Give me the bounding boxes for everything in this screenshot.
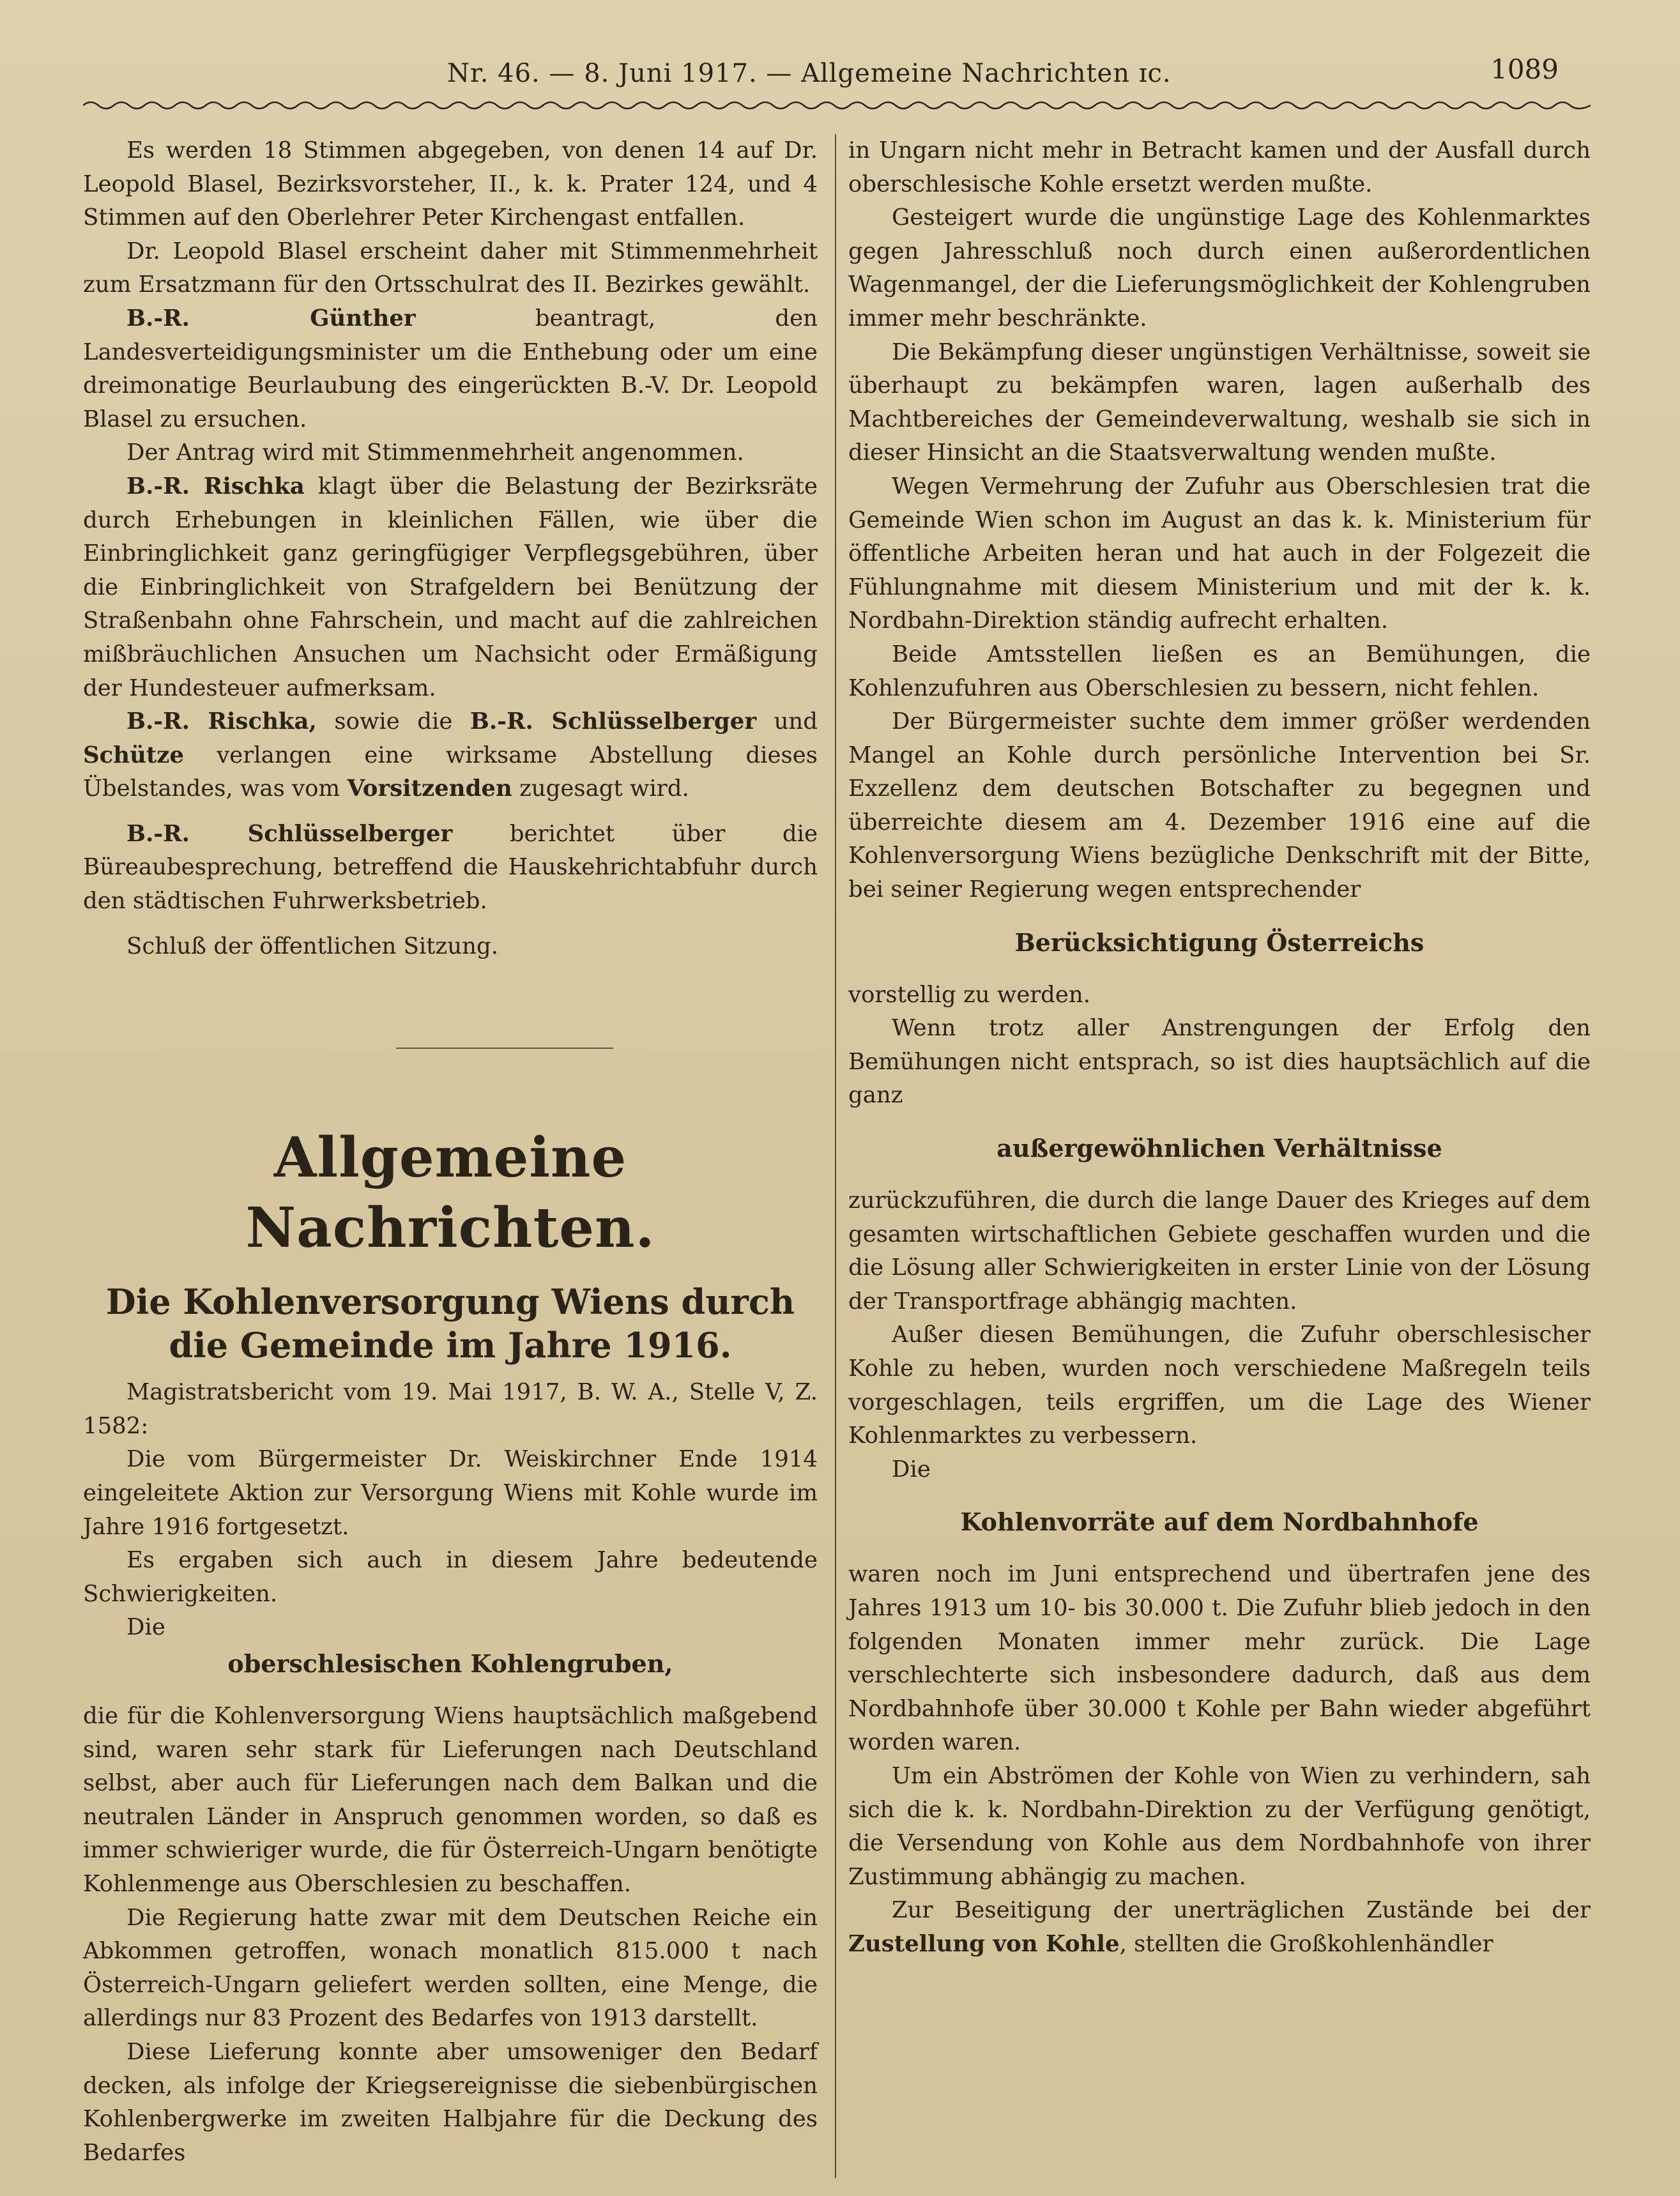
paragraph: die für die Kohlenversorgung Wiens hauptsächlich maßgebend sind, waren sehr stark für Lieferungen nach Deutschland selbst, aber auch für Lieferungen nach dem Balkan und die neutralen Länder in Anspruch genommen worden, so daß es immer schwieriger wurde, die für Österreich-Ungarn benötigte Kohlenmenge aus Oberschlesien zu beschaffen. (83, 1703, 818, 1897)
paragraph-text: klagt über die Belastung der Bezirksräte durch Erhebungen in kleinlichen Fällen, wie über die Einbringlichkeit ganz geringfügiger Verpflegsgebühren, über die Einbringlichkeit von Strafgeldern bei Benützung der Straßenbahn ohne Fahrschein, und macht auf die zahlreichen mißbräuchlichen Ansuchen um Nachsicht oder Ermäßigung der Hundesteuer aufmerksam. (83, 473, 818, 701)
paragraph: Die Bekämpfung dieser ungünstigen Verhältnisse, soweit sie überhaupt zu bekämpfen waren, lagen außerhalb des Machtbereiches der Gemeindeverwaltung, weshalb sie sich in dieser Hinsicht an die Staatsverwaltung wenden mußte. (848, 339, 1591, 466)
speaker-name: B.-R. Schlüsselberger (126, 820, 453, 847)
subheading: oberschlesischen Kohlengruben, (227, 1649, 673, 1678)
paragraph-text: berichtet über die Büreaubesprechung, betreffend die Hauskehrichtabfuhr durch den städtischen Fuhrwerksbetrieb. (83, 820, 818, 915)
running-head: Nr. 46. — 8. Juni 1917. — Allgemeine Nachrichten ɪc. (447, 59, 1172, 88)
paragraph: vorstellig zu werden. (848, 981, 1091, 1008)
speaker-name: B.-R. Rischka (126, 473, 305, 499)
section-masthead: Allgemeine Nachrichten. (245, 1125, 655, 1261)
speaker-name: Vorsitzenden (347, 775, 512, 802)
paragraph-text: sowie die (334, 708, 453, 735)
paragraph: Die (892, 1456, 931, 1483)
emphasis-text: Zustellung von Kohle (848, 1930, 1120, 1957)
paragraph: Dr. Leopold Blasel erscheint daher mit Stimmenmehrheit zum Ersatzmann für den Ortsschulrat des II. Bezirkes gewählt. (83, 238, 818, 298)
paragraph: Gesteigert wurde die ungünstige Lage des Kohlenmarktes gegen Jahresschluß noch durch einen außerordentlichen Wagenmangel, der die Lieferungsmöglichkeit der Kohlengruben immer mehr beschränkte. (848, 204, 1591, 332)
paragraph: Diese Lieferung konnte aber umsoweniger den Bedarf decken, als infolge der Kriegsereignisse die siebenbürgischen Kohlenbergwerke im zweiten Halbjahre für die Deckung des Bedarfes (83, 2038, 818, 2166)
speaker-name: B.-R. Rischka, (126, 708, 317, 735)
column-divider (835, 134, 836, 2178)
paragraph (83, 705, 818, 806)
paragraph (83, 302, 818, 436)
speaker-name: B.-R. Schlüsselberger (470, 708, 757, 735)
paragraph: Die Regierung hatte zwar mit dem Deutschen Reiche ein Abkommen getroffen, wonach monatlich 815.000 t nach Österreich-Ungarn geliefert werden sollten, eine Menge, die allerdings nur 83 Prozent des Bedarfes von 1913 darstellt. (83, 1904, 818, 2032)
page-number: 1089 (1490, 54, 1559, 85)
paragraph: Die vom Bürgermeister Dr. Weiskirchner Ende 1914 eingeleitete Aktion zur Versorgung Wiens mit Kohle wurde im Jahre 1916 fortgesetzt. (83, 1446, 818, 1540)
header-rule (83, 96, 1591, 115)
right-column (848, 134, 1591, 1962)
paragraph (848, 1894, 1591, 1961)
speaker-name: Schütze (83, 742, 185, 768)
paragraph: Wegen Vermehrung der Zufuhr aus Oberschlesien trat die Gemeinde Wien schon im August an das k. k. Ministerium für öffentliche Arbeiten heran und hat auch in der Folgezeit die Fühlungnahme mit diesem Ministerium und mit der k. k. Nordbahn-Direktion ständig aufrecht erhalten. (848, 473, 1591, 634)
paragraph: Schluß der öffentlichen Sitzung. (126, 933, 498, 959)
paragraph: Der Bürgermeister suchte dem immer größer werdenden Mangel an Kohle durch persönliche Intervention bei Sr. Exzellenz dem deutschen Botschafter zu begegnen und überreichte diesem am 4. Dezember 1916 eine auf die Kohlenversorgung Wiens bezügliche Denkschrift mit der Bitte, bei seiner Regierung wegen entsprechender (848, 708, 1591, 903)
paragraph: Beide Amtsstellen ließen es an Bemühungen, die Kohlenzufuhren aus Oberschlesien zu bessern, nicht fehlen. (848, 641, 1591, 701)
paragraph-text: verlangen eine wirksame Abstellung dieses Übelstandes, was vom (83, 742, 818, 802)
paragraph: Außer diesen Bemühungen, die Zufuhr oberschlesischer Kohle zu heben, wurden noch verschiedene Maßregeln teils vorgeschlagen, teils ergriffen, um die Lage des Wiener Kohlenmarktes zu verbessern. (848, 1322, 1591, 1449)
paragraph-text: , (1119, 1930, 1134, 1957)
paragraph: zurückzuführen, die durch die lange Dauer des Krieges auf dem gesamten wirtschaftlichen Gebiete geschaffen wurden und die die Lösung aller Schwierigkeiten in erster Linie von der Lösung der Transportfrage abhängig machten. (848, 1187, 1591, 1315)
subheading: außergewöhnlichen Verhältnisse (997, 1134, 1442, 1163)
paragraph-text: stellten die Großkohlenhändler (1134, 1930, 1493, 1957)
article-title: Die Kohlenversorgung Wiens durch die Gemeinde im Jahre 1916. (105, 1281, 795, 1366)
paragraph-text: Zur Beseitigung der unerträglichen Zustände bei der (892, 1897, 1591, 1924)
paragraph-text: zugesagt wird. (519, 775, 689, 802)
paragraph-text: beantragt, den Landesverteidigungsminister um die Enthebung oder um eine dreimonatige Beurlaubung des eingerückten B.-V. Dr. Leopold Blasel zu ersuchen. (83, 305, 818, 432)
subheading: Kohlenvorräte auf dem Nordbahnhofe (960, 1507, 1479, 1537)
speaker-name: B.-R. Günther (126, 305, 416, 332)
paragraph: in Ungarn nicht mehr in Betracht kamen und der Ausfall durch oberschlesische Kohle ersetzt werden mußte. (848, 137, 1591, 197)
paragraph: Magistratsbericht vom 19. Mai 1917, B. W. A., Stelle V, Z. 1582: (83, 1379, 818, 1439)
left-column (83, 134, 818, 2170)
paragraph: Die (126, 1614, 165, 1641)
paragraph: Um ein Abströmen der Kohle von Wien zu verhindern, sah sich die k. k. Nordbahn-Direktion zu der Verfügung genötigt, die Versendung von Kohle aus dem Nordbahnhofe von ihrer Zustimmung abhängig zu machen. (848, 1762, 1591, 1890)
paragraph: Wenn trotz aller Anstrengungen der Erfolg den Bemühungen nicht entsprach, so ist dies hauptsächlich auf die ganz (848, 1015, 1591, 1109)
paragraph: Es werden 18 Stimmen abgegeben, von denen 14 auf Dr. Leopold Blasel, Bezirksvorsteher, II., k. k. Prater 124, und 4 Stimmen auf den Oberlehrer Peter Kirchengast entfallen. (83, 137, 818, 231)
section-divider (396, 1048, 613, 1049)
paragraph: Der Antrag wird mit Stimmenmehrheit angenommen. (126, 439, 744, 466)
paragraph: Es ergaben sich auch in diesem Jahre bedeutende Schwierigkeiten. (83, 1547, 818, 1607)
paragraph: waren noch im Juni entsprechend und übertrafen jene des Jahres 1913 um 10- bis 30.000 t. Die Zufuhr blieb jedoch in den folgenden Monaten immer mehr zurück. Die Lage verschlechterte sich insbesondere dadurch, daß aus dem Nordbahnhofe über 30.000 t Kohle per Bahn wieder abgeführt worden waren. (848, 1561, 1591, 1756)
paragraph (83, 818, 818, 919)
paragraph (83, 470, 818, 705)
subheading: Berücksichtigung Österreichs (1014, 927, 1424, 957)
paragraph-text: und (774, 708, 818, 735)
page-header (447, 50, 1559, 95)
